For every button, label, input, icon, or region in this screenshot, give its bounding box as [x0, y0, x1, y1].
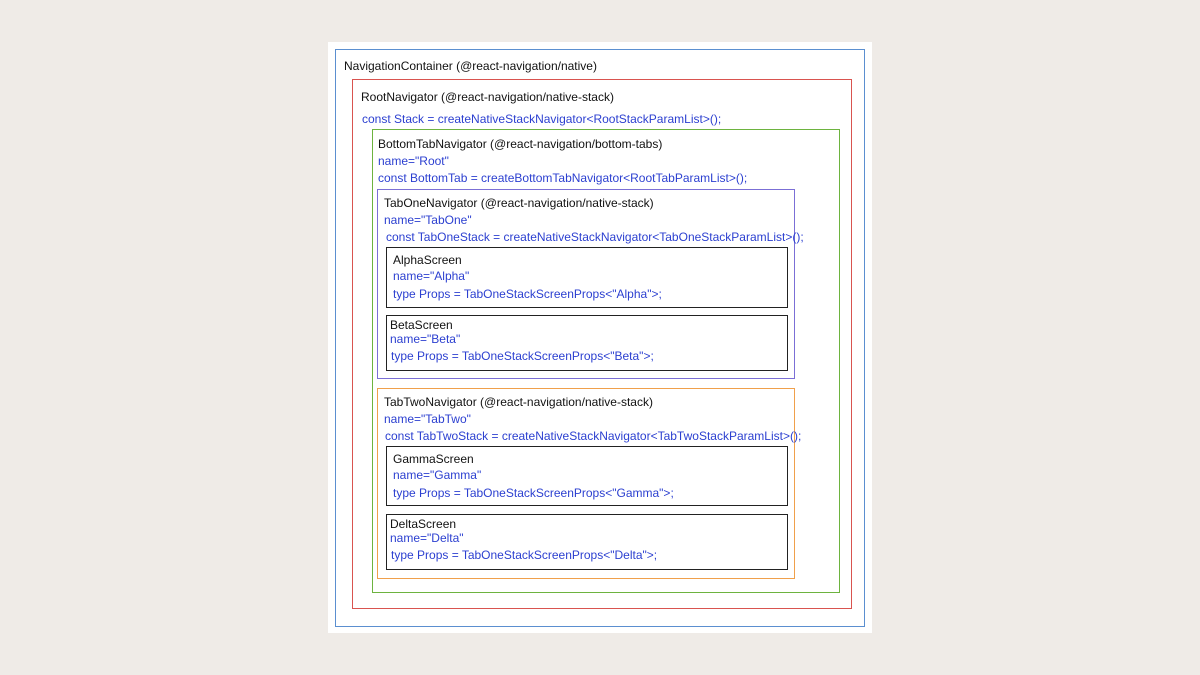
alpha-screen-props: type Props = TabOneStackScreenProps<"Alpha">;	[393, 287, 662, 301]
root-navigator-title: RootNavigator (@react-navigation/native-stack)	[361, 90, 614, 104]
diagram-card	[328, 42, 872, 633]
bottom-tab-navigator-title: BottomTabNavigator (@react-navigation/bottom-tabs)	[378, 137, 663, 151]
delta-screen-title: DeltaScreen	[390, 517, 457, 531]
root-navigator-code: const Stack = createNativeStackNavigator<RootStackParamList>();	[362, 112, 722, 126]
alpha-screen-box	[386, 247, 788, 308]
bottom-tab-navigator-name: name="Root"	[378, 154, 449, 168]
tab-one-navigator-code: const TabOneStack = createNativeStackNavigator<TabOneStackParamList>();	[386, 230, 804, 244]
bottom-tab-navigator-code: const BottomTab = createBottomTabNavigator<RootTabParamList>();	[378, 171, 748, 185]
beta-screen-title: BetaScreen	[390, 318, 453, 332]
root-navigator-box	[352, 79, 852, 609]
alpha-screen-name: name="Alpha"	[393, 269, 470, 283]
delta-screen-name: name="Delta"	[390, 531, 464, 545]
tab-one-navigator-box	[377, 189, 804, 379]
bottom-tab-navigator-box	[372, 129, 840, 593]
gamma-screen-box	[386, 446, 788, 506]
delta-screen-box	[386, 514, 788, 570]
gamma-screen-name: name="Gamma"	[393, 468, 482, 482]
beta-screen-props: type Props = TabOneStackScreenProps<"Beta">;	[391, 349, 654, 363]
gamma-screen-title: GammaScreen	[393, 452, 474, 466]
navigation-container-title: NavigationContainer (@react-navigation/native)	[344, 59, 597, 73]
tab-one-navigator-name: name="TabOne"	[384, 213, 472, 227]
beta-screen-name: name="Beta"	[390, 332, 461, 346]
gamma-screen-props: type Props = TabOneStackScreenProps<"Gamma">;	[393, 486, 674, 500]
beta-screen-box	[386, 315, 788, 371]
tab-one-navigator-title: TabOneNavigator (@react-navigation/native-stack)	[384, 196, 654, 210]
alpha-screen-title: AlphaScreen	[393, 253, 462, 267]
tab-two-navigator-title: TabTwoNavigator (@react-navigation/native-stack)	[384, 395, 653, 409]
delta-screen-props: type Props = TabOneStackScreenProps<"Delta">;	[391, 548, 658, 562]
tab-two-navigator-name: name="TabTwo"	[384, 412, 471, 426]
navigation-container-box	[335, 49, 865, 627]
tab-two-navigator-box	[377, 388, 802, 579]
tab-two-navigator-code: const TabTwoStack = createNativeStackNavigator<TabTwoStackParamList>();	[385, 429, 802, 443]
